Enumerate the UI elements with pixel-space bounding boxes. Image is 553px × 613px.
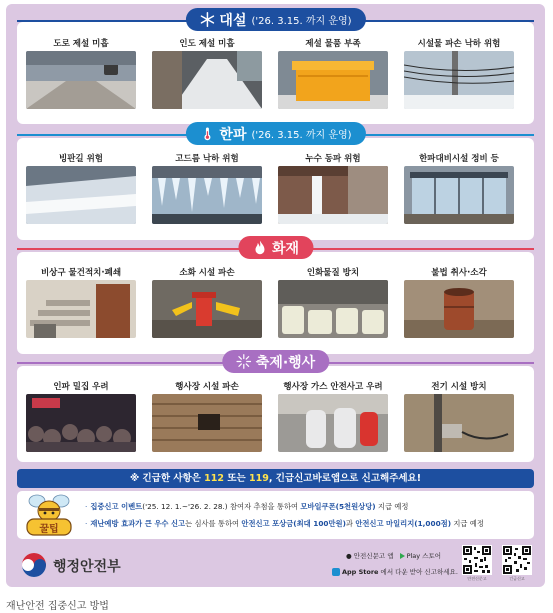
hazard-label: 불법 취사·소각: [431, 268, 487, 278]
hazard-label: 시설물 파손 낙하 위험: [417, 39, 501, 49]
flame-icon: [252, 240, 267, 255]
hazard-card[interactable]: [152, 380, 262, 452]
qr-label: 긴급신고: [509, 576, 525, 581]
hazard-label: 소화 시설 파손: [179, 268, 235, 278]
tip-line-event: · 집중신고 이벤트('25. 12. 1.~'26. 2. 28.) 참여자 추첨을 통하여 모바일쿠폰(5천원상당) 지급 예정: [85, 502, 409, 511]
hotline-number-119: 119: [249, 473, 269, 484]
store-line-1: [346, 551, 441, 560]
icy-road-photo: [26, 166, 136, 224]
hazard-card[interactable]: [26, 380, 136, 452]
store-app-label: ● 안전신문고 앱: [346, 552, 394, 560]
hotline-suffix: , 긴급신고바로앱으로 신고해주세요!: [268, 473, 422, 484]
section-title: 축제·행사: [255, 354, 316, 371]
hazard-card[interactable]: [26, 37, 136, 109]
hydrant-photo: [152, 280, 262, 338]
crowd-photo: [26, 394, 136, 452]
tip-reward-money: 안전신고 포상금(최대 100만원): [241, 519, 346, 528]
qr-label: 안전신문고: [467, 576, 487, 581]
app-store-link[interactable]: App Store: [342, 568, 379, 576]
thermometer-icon: [199, 126, 214, 141]
road-snow-photo: [26, 51, 136, 109]
hazard-card[interactable]: [278, 380, 388, 452]
section-title-fire: [238, 236, 313, 259]
shelter-photo: [404, 166, 514, 224]
tip-reward-note: 지급 예정: [453, 519, 484, 528]
icicle-photo: [152, 166, 262, 224]
hazard-card[interactable]: [404, 37, 514, 109]
tip-event-prize: 모바일쿠폰(5천원상당): [300, 502, 376, 511]
tips-badge: 꿀팁: [39, 524, 59, 535]
hazard-label: 도로 제설 미흡: [53, 39, 109, 49]
sand-box-photo: [278, 51, 388, 109]
tip-event-period: ('25. 12. 1.~'26. 2. 28.) 참여자 추첨을 통하여: [142, 502, 299, 511]
hazard-card[interactable]: [152, 152, 262, 224]
hazard-card[interactable]: [404, 152, 514, 224]
hazard-card[interactable]: [152, 37, 262, 109]
hazard-label: 전기 시설 방치: [431, 382, 487, 392]
image-caption: 재난안전 집중신고 방법: [6, 601, 109, 612]
play-store-link[interactable]: Play 스토어: [406, 552, 442, 560]
gas-cylinder-photo: [278, 394, 388, 452]
tips-box: [17, 491, 534, 539]
hazard-label: 행사장 시설 파손: [175, 382, 239, 392]
hazard-label: 누수 동파 위험: [305, 154, 361, 164]
hazard-label: 인도 제설 미흡: [179, 39, 235, 49]
hazard-card[interactable]: [26, 152, 136, 224]
section-period: ('26. 3.15. 까지 운영): [251, 16, 352, 27]
hazard-label: 고드름 낙하 위험: [175, 154, 239, 164]
section-title-snow: [185, 8, 365, 31]
hazard-label: 인화물질 방치: [306, 268, 360, 278]
qr-code-icon[interactable]: [502, 545, 532, 575]
section-title-cold: [185, 122, 365, 145]
government-emblem-icon: [21, 552, 47, 578]
hazard-label: 빙판길 위험: [58, 154, 103, 164]
emergency-hotline-banner: [17, 469, 534, 488]
tip-line-reward: · 재난예방 효과가 큰 우수 신고는 심사를 통하여 안전신고 포상금(최대 100만원)과 안전신고 마일리지(1,000점) 지급 예정: [85, 519, 484, 528]
hazard-card[interactable]: [26, 266, 136, 338]
hazard-label: 제설 물품 부족: [305, 39, 361, 49]
hazard-label: 비상구 물건적치·폐쇄: [40, 268, 122, 278]
tip-reward-text: 는 심사를 통하여: [185, 519, 240, 528]
tip-event-title: 집중신고 이벤트: [90, 502, 143, 511]
poster: [6, 4, 545, 587]
hotline-prefix: ※ 긴급한 사항은: [129, 473, 201, 484]
broken-deck-photo: [152, 394, 262, 452]
ministry-name: 행정안전부: [53, 559, 121, 575]
tip-reward-and: 과: [345, 519, 353, 528]
hazard-card[interactable]: [278, 152, 388, 224]
hazard-card[interactable]: [278, 37, 388, 109]
section-title: 한파: [219, 126, 247, 143]
hazard-card[interactable]: [404, 380, 514, 452]
flammable-cans-photo: [278, 280, 388, 338]
tip-reward-mileage: 안전신고 마일리지(1,000점): [355, 519, 452, 528]
store-line-2: [332, 567, 458, 576]
electric-pole-photo: [404, 394, 514, 452]
snowflake-icon: [199, 12, 214, 27]
hazard-label: 한파대비시설 정비 등: [419, 154, 499, 164]
burning-barrel-photo: [404, 280, 514, 338]
hazard-card[interactable]: [152, 266, 262, 338]
hazard-label: 행사장 가스 안전사고 우려: [283, 382, 383, 392]
hazard-label: 인파 밀집 우려: [53, 382, 109, 392]
hotline-mid: 또는: [227, 473, 246, 484]
hazard-card[interactable]: [404, 266, 514, 338]
store-download-text: 에서 다운 받아 신고하세요.: [380, 568, 458, 576]
tip-event-note: 지급 예정: [377, 502, 409, 511]
firework-icon: [236, 354, 251, 369]
app-store-icon: [332, 568, 340, 576]
frozen-leak-photo: [278, 166, 388, 224]
hazard-card[interactable]: [278, 266, 388, 338]
power-line-photo: [404, 51, 514, 109]
section-title: 대설: [219, 12, 247, 29]
play-store-icon: [400, 553, 405, 559]
hotline-number-112: 112: [204, 473, 225, 484]
blocked-exit-photo: [26, 280, 136, 338]
tip-reward-title: 재난예방 효과가 큰 우수 신고: [90, 519, 186, 528]
section-title-festival: [222, 350, 329, 373]
sidewalk-snow-photo: [152, 51, 262, 109]
section-title: 화재: [271, 240, 300, 257]
qr-code-icon[interactable]: [462, 545, 492, 575]
section-period: ('26. 3.15. 까지 운영): [251, 130, 352, 141]
